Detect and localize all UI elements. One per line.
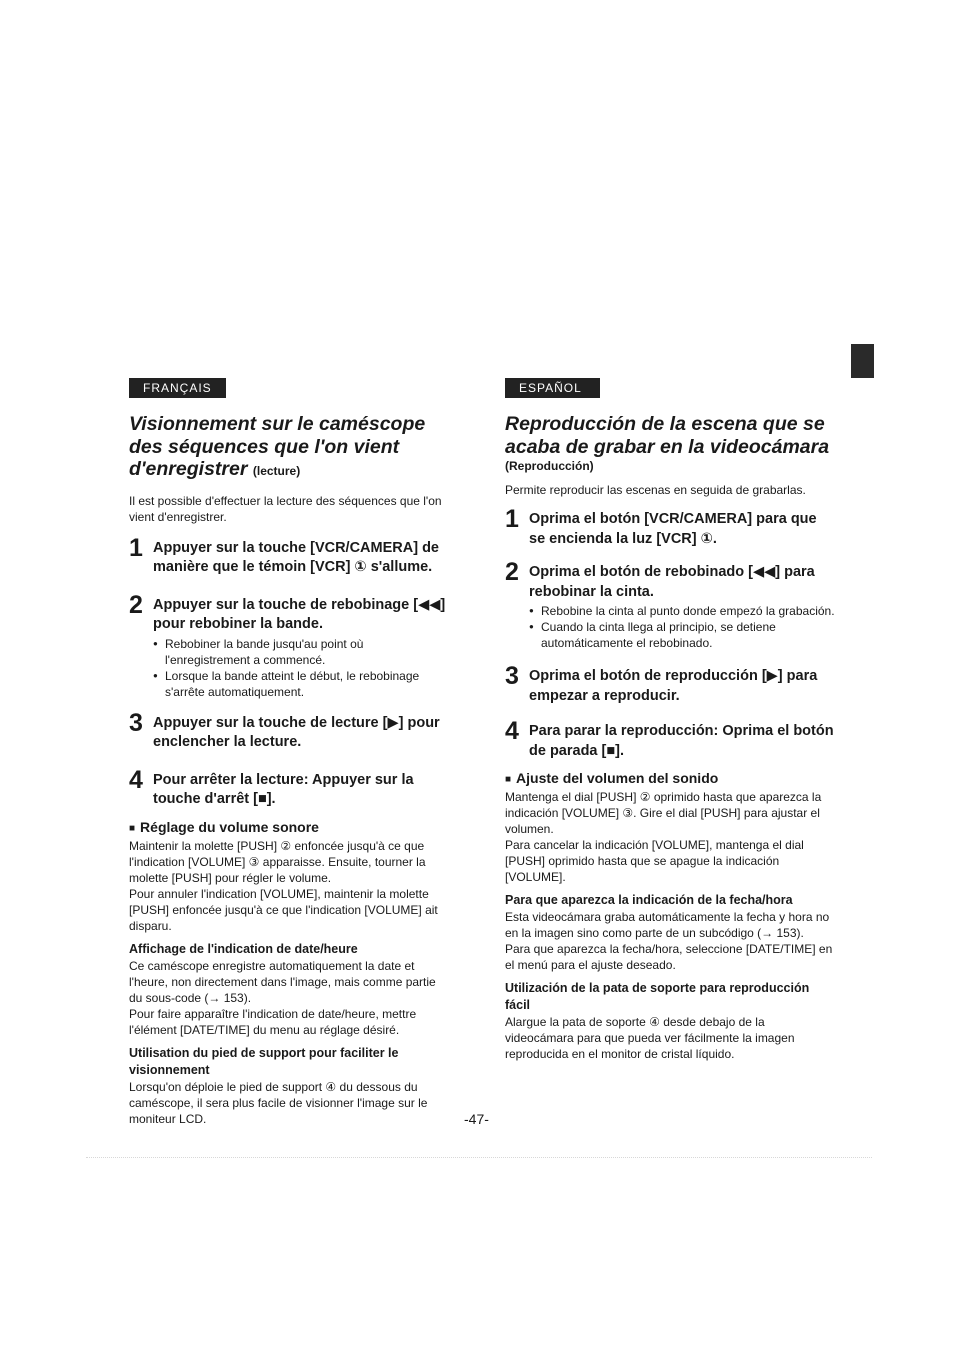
- step-number: 1: [505, 505, 519, 533]
- step-text: Pour arrêter la lecture: Appuyer sur la touche d'arrêt [■].: [153, 771, 414, 807]
- spanish-volume-paragraph-2: Para cancelar la indicación [VOLUME], mantenga el dial [PUSH] oprimido hasta que se apague la indicación [VOLUME].: [505, 838, 804, 884]
- step-text: Appuyer sur la touche de lecture [▶] pour enclencher la lecture.: [153, 714, 440, 750]
- spanish-subtitle: (Reproducción): [505, 459, 594, 473]
- square-bullet-icon: ■: [129, 822, 136, 834]
- spanish-stand-heading: Utilización de la pata de soporte para reproducción fácil: [505, 981, 810, 1012]
- spanish-column: [505, 378, 835, 1062]
- french-date-paragraph-1: Ce caméscope enregistre automatiquement la date et l'heure, non directement dans l'image, mais comme partie du sous-code (→ 153).: [129, 958, 436, 1005]
- footer-divider: [86, 1157, 872, 1158]
- french-date-paragraph-2: Pour faire apparaître l'indication de date/heure, mettre l'élément [DATE/TIME] du menu au réglage désiré.: [129, 1006, 417, 1037]
- french-column: [129, 378, 449, 1127]
- french-volume-heading: [129, 818, 449, 838]
- french-step-4: [129, 765, 449, 810]
- heading-text: Réglage du volume sonore: [140, 818, 319, 835]
- spanish-step-1: [505, 505, 835, 549]
- step-number: 2: [505, 558, 519, 586]
- spanish-step-2: [505, 558, 835, 651]
- step-number: 3: [129, 708, 143, 737]
- step-number: 3: [505, 662, 519, 690]
- french-step-2: [129, 590, 449, 700]
- spanish-step-3: [505, 662, 835, 706]
- spanish-stand-paragraph: Alargue la pata de soporte ④ desde debajo de la videocámara para que pueda ver fácilmente la imagen reproducida en el monitor de cristal líquido.: [505, 1015, 795, 1061]
- step-number: 2: [129, 590, 143, 619]
- french-title-suffix: (lecture): [252, 464, 301, 478]
- spanish-date-paragraph-1: Esta videocámara graba automáticamente la fecha y hora no en la imagen sino como parte de un subcódigo (→ 153).: [505, 910, 830, 940]
- step-text: Para parar la reproducción: Oprima el botón de parada [■].: [529, 723, 834, 759]
- step-number: 4: [505, 717, 519, 745]
- spanish-date-heading: Para que aparezca la indicación de la fecha/hora: [505, 893, 793, 907]
- french-intro: Il est possible d'effectuer la lecture des séquences que l'on vient d'enregistrer.: [129, 493, 442, 524]
- spanish-volume-paragraph-1: Mantenga el dial [PUSH] ② oprimido hasta que aparezca la indicación [VOLUME] ③. Gire el dial [PUSH] para ajustar el volumen.: [505, 790, 822, 836]
- step-number: 1: [129, 533, 143, 562]
- french-title-text: Visionnement sur le caméscope des séquences que l'on vient d'enregistrer: [129, 413, 426, 480]
- spanish-step-4: [505, 717, 835, 761]
- page-edge-tab: [851, 344, 874, 378]
- step-number: 4: [129, 765, 143, 794]
- spanish-step-2-bullets: [529, 603, 835, 651]
- spanish-title: Reproducción de la escena que se acaba de grabar en la videocámara: [505, 413, 830, 458]
- list-item: ● Lorsque la bande atteint le début, le rebobinage s'arrête automatiquement.: [153, 668, 449, 700]
- french-volume-paragraph-2: Pour annuler l'indication [VOLUME], maintenir la molette [PUSH] enfoncée jusqu'à ce que l'indication [VOLUME] ait disparu.: [129, 886, 438, 933]
- french-volume-paragraph-1: Maintenir la molette [PUSH] ② enfoncée jusqu'à ce que l'indication [VOLUME] ③ apparaisse. Ensuite, tourner la molette [PUSH] pour régler le volume.: [129, 838, 426, 885]
- french-stand-heading: Utilisation du pied de support pour faciliter le visionnement: [129, 1045, 399, 1077]
- heading-text: Ajuste del volumen del sonido: [516, 770, 719, 786]
- french-step-2-bullets: [153, 636, 449, 700]
- spanish-volume-heading: [505, 769, 835, 789]
- step-text: Oprima el botón de rebobinado [◀◀] para rebobinar la cinta.: [529, 564, 815, 600]
- language-label-french: FRANÇAIS: [129, 378, 226, 398]
- french-date-heading: Affichage de l'indication de date/heure: [129, 941, 358, 956]
- step-text: Oprima el botón de reproducción [▶] para empezar a reproducir.: [529, 668, 818, 704]
- step-text: Oprima el botón [VCR/CAMERA] para que se encienda la luz [VCR] ①.: [529, 511, 817, 547]
- french-step-3: [129, 708, 449, 753]
- list-item: ● Rebobine la cinta al punto donde empezó la grabación.: [529, 603, 835, 619]
- list-item: ● Cuando la cinta llega al principio, se detiene automáticamente el rebobinado.: [529, 619, 835, 651]
- french-title: [129, 413, 449, 483]
- spanish-intro: Permite reproducir las escenas en seguida de grabarlas.: [505, 483, 806, 497]
- french-step-1: [129, 533, 449, 578]
- square-bullet-icon: ■: [505, 774, 512, 785]
- language-label-spanish: ESPAÑOL: [505, 378, 600, 398]
- list-item: ● Rebobiner la bande jusqu'au point où l'enregistrement a commencé.: [153, 636, 449, 668]
- spanish-date-paragraph-2: Para que aparezca la fecha/hora, seleccione [DATE/TIME] en el menú para el ajuste deseado.: [505, 942, 833, 972]
- page-number: -47-: [464, 1111, 489, 1127]
- french-stand-paragraph: Lorsqu'on déploie le pied de support ④ du dessous du caméscope, il sera plus facile de visionner l'image sur le moniteur LCD.: [129, 1079, 428, 1126]
- step-text: Appuyer sur la touche de rebobinage [◀◀] pour rebobiner la bande.: [153, 596, 446, 632]
- step-text: Appuyer sur la touche [VCR/CAMERA] de manière que le témoin [VCR] ① s'allume.: [153, 539, 439, 575]
